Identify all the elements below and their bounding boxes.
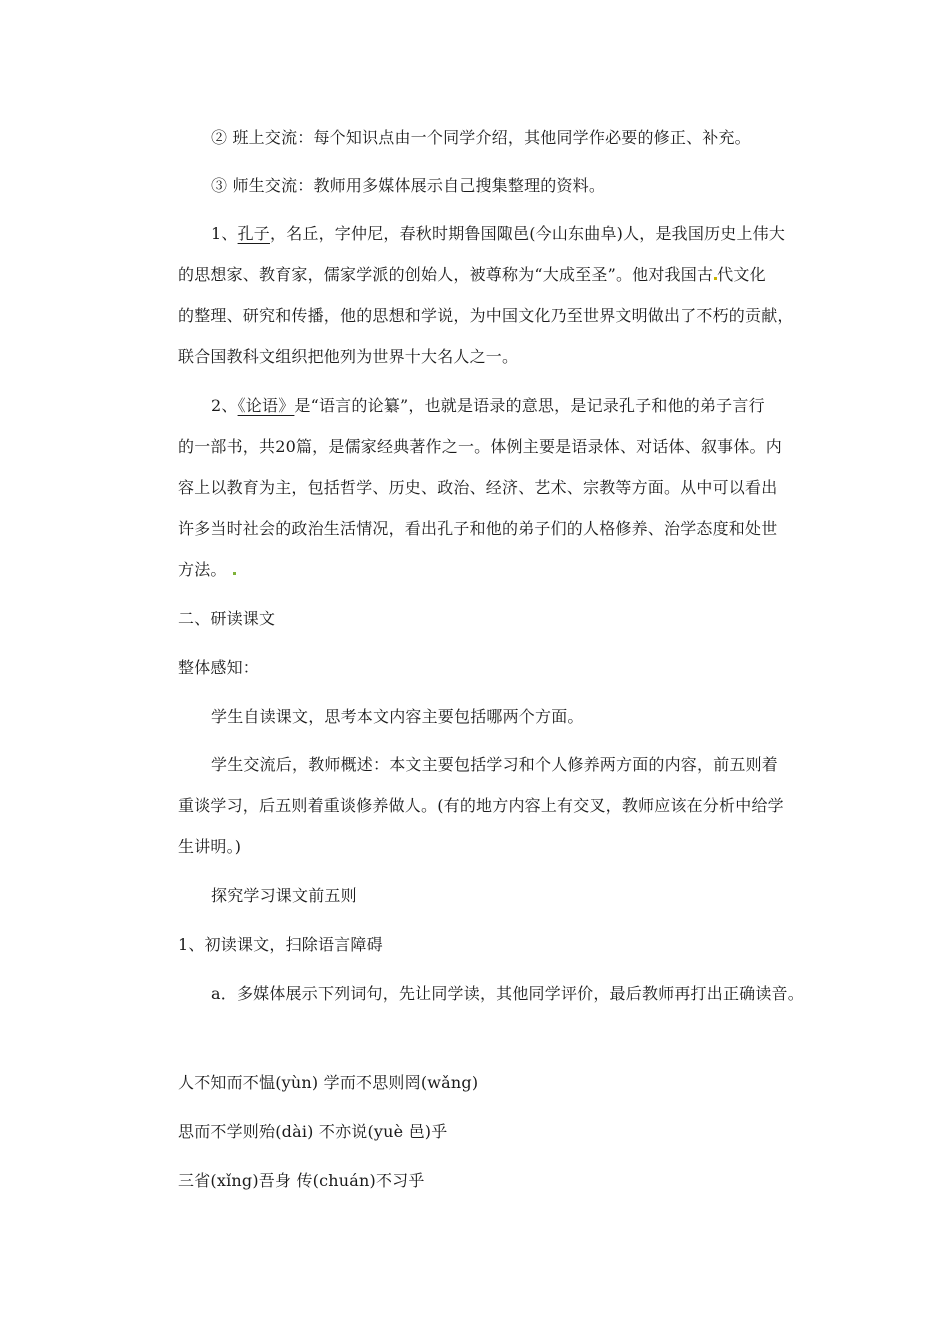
paragraph-self-reading: 学生自读课文，思考本文内容主要包括哪两个方面。	[211, 707, 584, 726]
confucius-link[interactable]: 孔子	[237, 224, 270, 243]
item-number: 2、	[211, 396, 238, 415]
paragraph-analects-line2: 的一部书，共20篇，是儒家经典著作之一。体例主要是语录体、对话体、叙事体。内	[178, 437, 782, 456]
subheading-overview: 整体感知：	[178, 658, 260, 677]
item-number: 1、	[211, 224, 238, 243]
subheading-explore: 探究学习课文前五则	[211, 886, 357, 905]
paragraph-analects-line4: 许多当时社会的政治生活情况，看出孔子和他的弟子们的人格修养、治学态度和处世	[178, 519, 778, 538]
paragraph-summary-line1: 学生交流后，教师概述：本文主要包括学习和个人修养两方面的内容，前五则着	[211, 755, 779, 774]
word-list-line3: 三省(xǐng)吾身 传(chuán)不习乎	[178, 1171, 425, 1190]
paragraph-confucius-line1	[211, 224, 785, 244]
paragraph-summary-line3: 生讲明。)	[178, 837, 242, 856]
word-list-line2: 思而不学则殆(dài) 不亦说(yuè 邑)乎	[178, 1122, 448, 1141]
paragraph-analects-line1	[211, 396, 765, 416]
text-span: 的思想家、教育家，儒家学派的创始人，被尊称为“大成至圣”。他对我国古	[178, 265, 714, 284]
text-span: 代文化	[717, 265, 766, 284]
section-heading: 二、研读课文	[178, 609, 276, 628]
paragraph-confucius-line2	[178, 265, 766, 285]
step-first-reading: 1、初读课文，扫除语言障碍	[178, 935, 383, 954]
text-span: 是“语言的论纂”，也就是语录的意思，是记录孔子和他的弟子言行	[294, 396, 765, 415]
paragraph-analects-line3: 容上以教育为主，包括哲学、历史、政治、经济、艺术、宗教等方面。从中可以看出	[178, 478, 778, 497]
paragraph-class-exchange: ② 班上交流：每个知识点由一个同学介绍，其他同学作必要的修正、补充。	[211, 128, 751, 147]
word-list-line1: 人不知而不愠(yùn) 学而不思则罔(wǎng)	[178, 1073, 479, 1092]
paragraph-confucius-line4: 联合国教科文组织把他列为世界十大名人之一。	[178, 347, 519, 366]
analects-link[interactable]: 《论语》	[237, 396, 295, 415]
marker-dot	[233, 572, 236, 575]
paragraph-summary-line2: 重谈学习，后五则着重谈修养做人。(有的地方内容上有交叉，教师应该在分析中给学	[178, 796, 784, 815]
step-multimedia: a．多媒体展示下列词句，先让同学读，其他同学评价，最后教师再打出正确读音。	[211, 984, 804, 1003]
paragraph-analects-line5	[178, 560, 236, 580]
paragraph-confucius-line3: 的整理、研究和传播，他的思想和学说，为中国文化乃至世界文明做出了不朽的贡献，	[178, 306, 794, 325]
text-span: ，名丘，字仲尼，春秋时期鲁国陬邑(今山东曲阜)人，是我国历史上伟大	[270, 224, 786, 243]
text-span: 方法。	[178, 560, 227, 579]
paragraph-teacher-exchange: ③ 师生交流：教师用多媒体展示自己搜集整理的资料。	[211, 176, 606, 195]
